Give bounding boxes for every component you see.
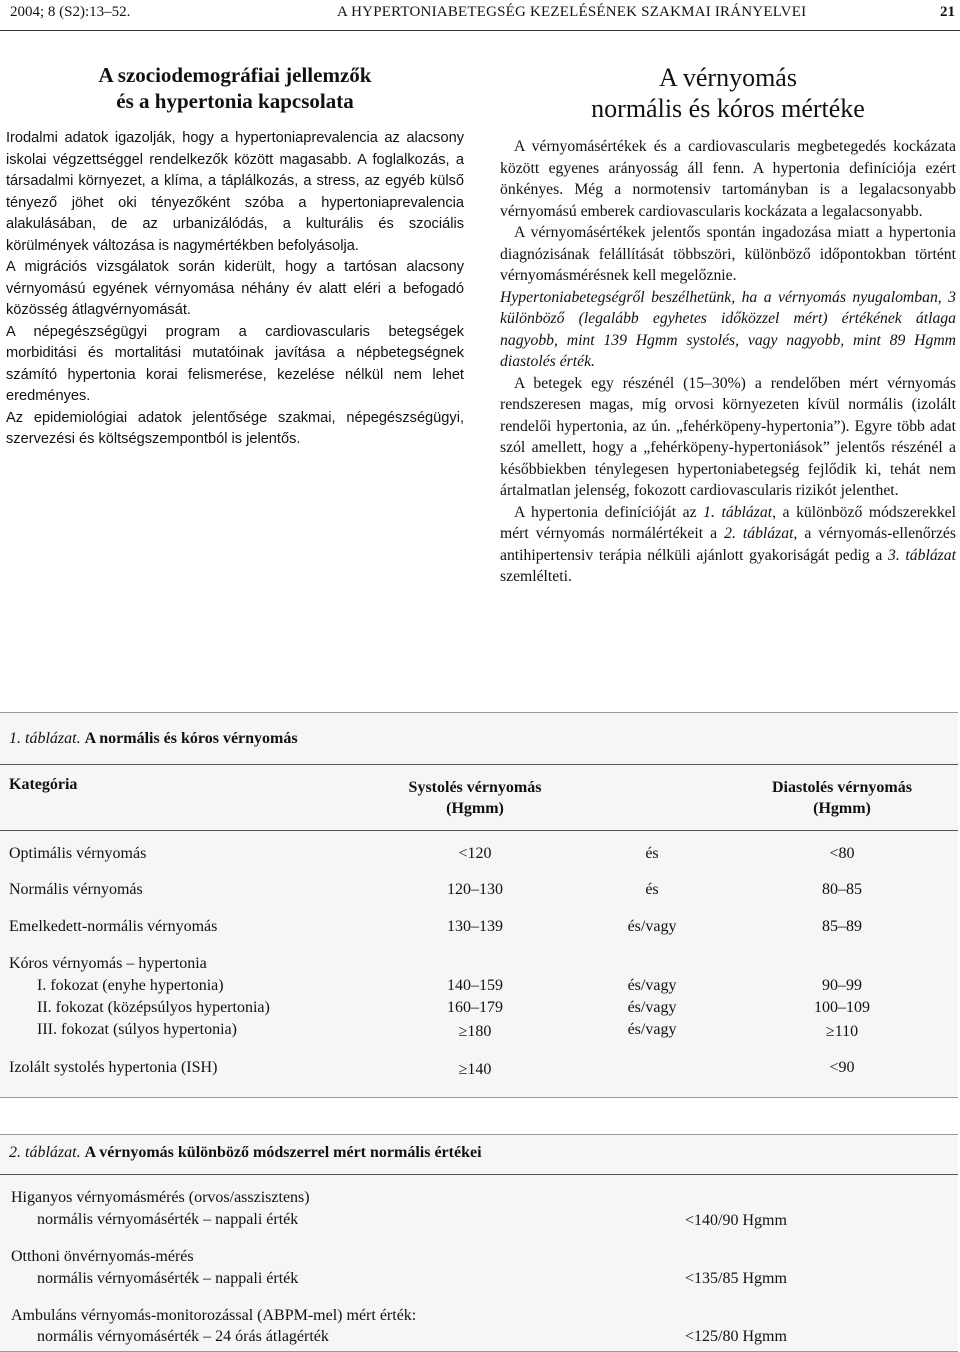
column-header-category: Kategória [9, 776, 78, 793]
column-header-systolic: Systolés vérnyomás (Hgmm) [408, 779, 542, 817]
header-rule [0, 30, 960, 31]
right-column [500, 62, 956, 588]
section-heading-right-line2: normális és kóros mértéke [591, 94, 865, 123]
journal-citation: 2004; 8 (S2):13–52. [10, 4, 131, 20]
section-heading-right-line1: A vérnyomás [659, 63, 797, 92]
paragraph: A betegek egy részénél (15–30%) a rendelőben mért vérnyomás rendszeresen magas, míg orvosi környezeten kívül normális (izolált rendelői hypertonia, az ún. „fehérköpeny-hypertonia”). Egyre több adat szól amellett, hogy a „fehérköpeny-hypertoniások” jelentős részénél a későbbiekben ténylegesen hypertoniabetegség fejlődik ki, tehát nem ártalmatlan jelenség, fokozott cardiovascularis rizikót jelenthet. [500, 374, 956, 499]
paragraph: A vérnyomásértékek és a cardiovascularis megbetegedés kockázata között egyenes arányosság áll fenn. A hypertonia definíciója ezért önkényes. Még a normotensiv tartományban is a legalacsonyabb vérnyomású emberek cardiovascularis kockázata a legalacsonyabb. [500, 138, 956, 220]
table-ref-2: 2. táblázat, [724, 525, 798, 542]
table-rule [0, 1174, 958, 1175]
table-caption: 2. táblázat. A vérnyomás különböző módszerrel mért normális értékei [9, 1144, 482, 1161]
section-heading-left-line2: és a hypertonia kapcsolata [116, 89, 354, 113]
left-column [6, 62, 464, 451]
table-caption: 1. táblázat. A normális és kóros vérnyomás [9, 730, 298, 747]
table-ref-1: 1. táblázat [703, 503, 773, 521]
running-title: A HYPERTONIABETEGSÉG KEZELÉSÉNEK SZAKMAI IRÁNYELVEI [337, 4, 807, 20]
table-rule [0, 830, 958, 831]
page-number: 21 [940, 4, 955, 20]
table-group-label: Kóros vérnyomás – hypertonia [9, 955, 207, 972]
column-header-diastolic: Diastolés vérnyomás (Hgmm) [772, 779, 912, 817]
paragraph: A migrációs vizsgálatok során kiderült, hogy a tartósan alacsony vérnyomású egyének vérnyomása néhány év alatt eléri a befogadó közösség átlagvérnyomását. [6, 259, 464, 318]
table-ref-3: 3. táblázat [888, 546, 956, 564]
section-heading-left [6, 62, 464, 114]
table-rule [0, 764, 958, 765]
running-header [10, 4, 955, 26]
paragraph: Irodalmi adatok igazolják, hogy a hypertoniaprevalencia az alacsony iskolai végzettséggel rendelkezők között magasabb. A foglalkozás, a társadalmi környezet, a klíma, a táplálkozás, a stress, az egyéb külső tényező jöhet oki tényezőként szóba a hypertoniaprevalencia alakulásában, de az urbanizálódás, a kulturális és szociális körülmények változása is nagymértékben befolyásolja. [6, 130, 464, 254]
section-heading-right [500, 62, 956, 124]
table-1: 1. táblázat. A normális és kóros vérnyomás Kategória Systolés vérnyomás (Hgmm) Diastolés vérnyomás (Hgmm) Optimális vérnyomás <120 és <80 Normális vérnyomás 120–130 és 80–85 Emelkedett-normális vérnyomás 130–139 és/vagy 85–89 Kóros vérnyomás – hypertonia I. fokozat (enyhe hypertonia) 140–159 és/vagy 90–99 II. fokozat (középsúlyos hypertonia) 160–179 és/vagy 100–109 III. fokozat (súlyos hypertonia) ≥180 és/vagy ≥110 Izolált systolés hypertonia (ISH) ≥140 <90 [0, 712, 958, 1098]
table-2: 2. táblázat. A vérnyomás különböző módszerrel mért normális értékei Higanyos vérnyomásmérés (orvos/asszisztens) normális vérnyomásérték – nappali érték <140/90 Hgmm Otthoni önvérnyomás-mérés normális vérnyomásérték – nappali érték <135/85 Hgmm Ambuláns vérnyomás-monitorozással (ABPM-mel) mért érték: normális vérnyomásérték – 24 órás átlagérték <125/80 Hgmm [0, 1134, 958, 1352]
paragraph: Az epidemiológiai adatok jelentősége szakmai, népegészségügyi, szervezési és költségszempontból is jelentős. [6, 409, 464, 447]
section-heading-left-line1: A szociodemográfiai jellemzők [98, 63, 372, 87]
definition-paragraph: Hypertoniabetegségről beszélhetünk, ha a vérnyomás nyugalomban, 3 különböző (legalább egyhetes időközzel mért) értékének átlaga nagyobb, mint 139 Hgmm systolés, vagy nagyobb, mint 89 Hgmm diastolés érték. [500, 288, 956, 370]
paragraph: A vérnyomásértékek jelentős spontán ingadozása miatt a hypertonia diagnózisának felállítását többszöri, különböző időpontokban történt vérnyomásmérésnek kell megelőznie. [500, 224, 956, 284]
paragraph-table-references: A hypertonia definícióját az 1. táblázat, a különböző módszerekkel mért vérnyomás normálértékeit a 2. táblázat, a vérnyomás-ellenőrzés antihipertensiv terápia nélküli ajánlott gyakoriságát pedig a 3. táblázat szemlélteti. [500, 503, 956, 585]
paragraph: A népegészségügyi program a cardiovascularis betegségek morbiditási és mortalitási mutatóinak javítása a népbetegségnek számító hypertonia korai felismerése, kezelése nélkül nem lehet eredményes. [6, 323, 464, 404]
